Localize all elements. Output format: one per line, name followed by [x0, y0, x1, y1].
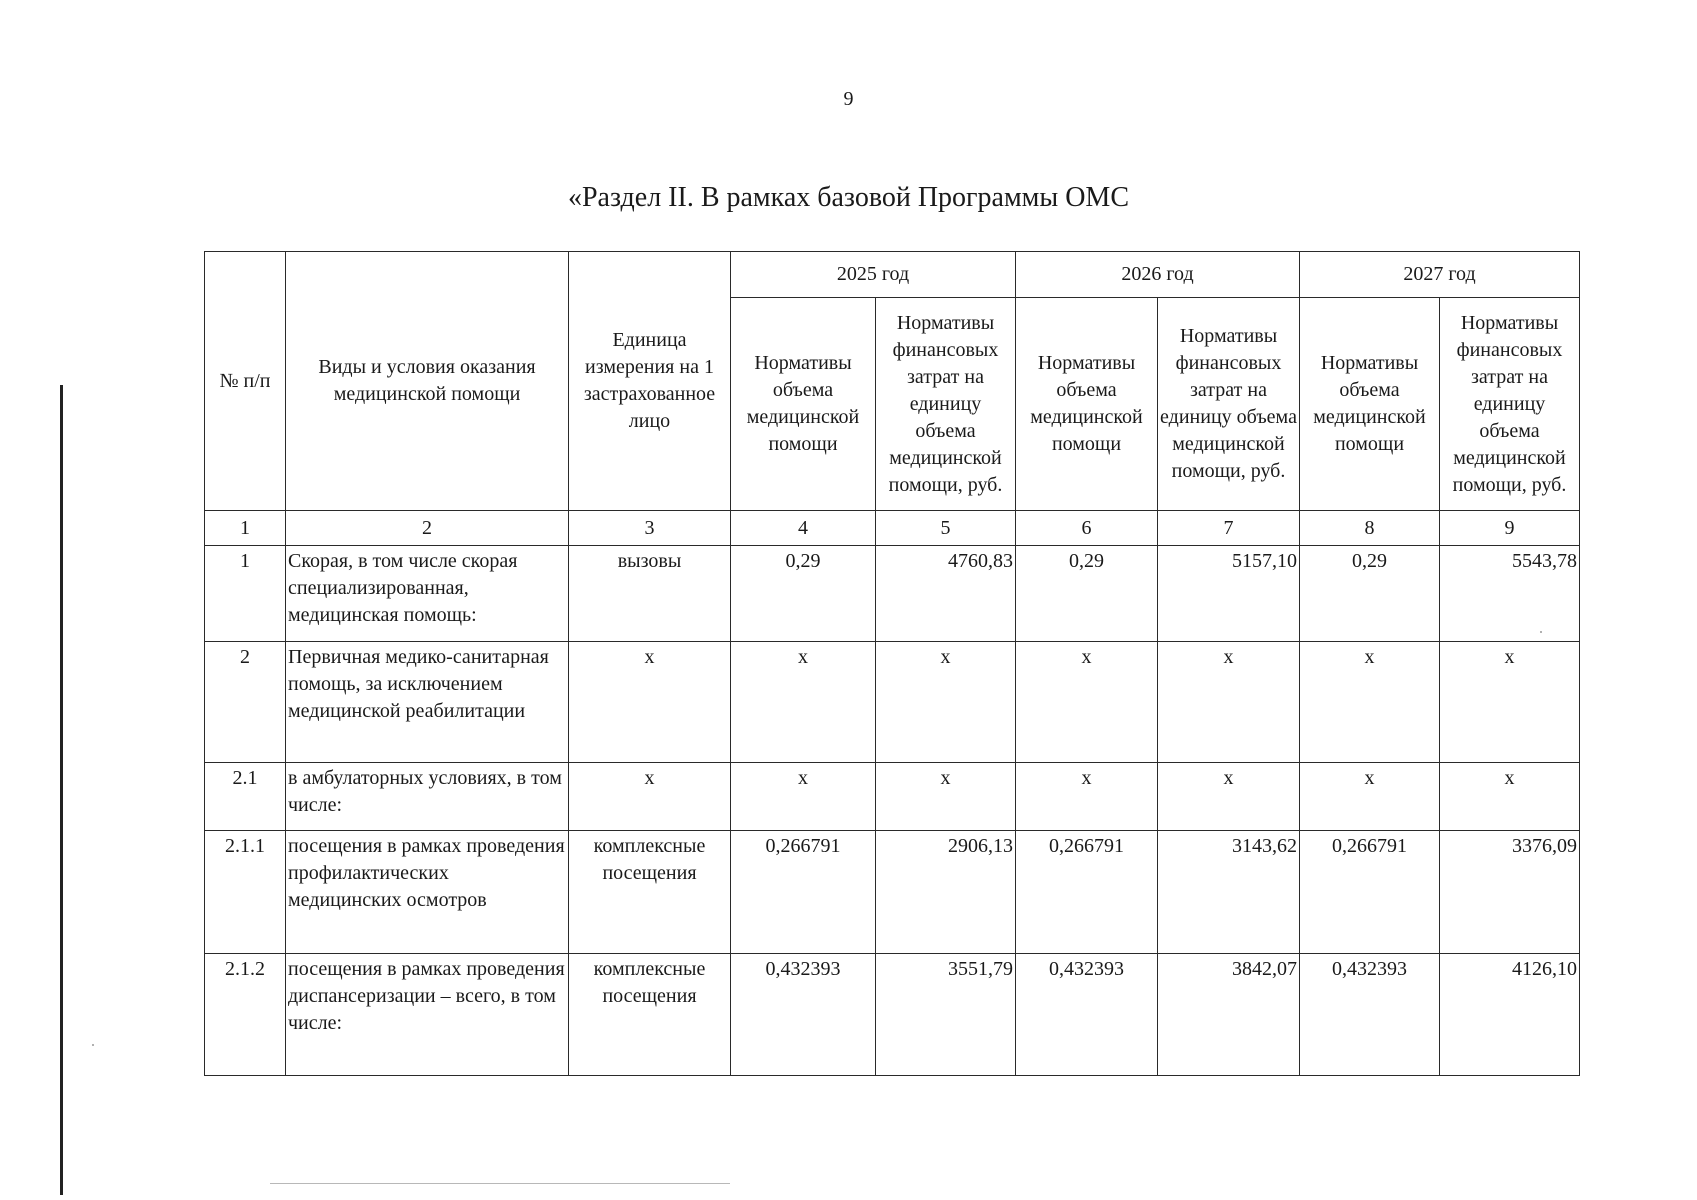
- row-number: 2.1: [205, 763, 286, 831]
- volume-2027: х: [1300, 642, 1440, 763]
- volume-2025: 0,29: [731, 546, 876, 642]
- cost-2027: 3376,09: [1440, 831, 1580, 954]
- column-number: 7: [1158, 511, 1300, 546]
- column-number: 1: [205, 511, 286, 546]
- volume-2026: 0,29: [1016, 546, 1158, 642]
- row-kind: Скорая, в том числе скорая специализированная, медицинская помощь:: [286, 546, 569, 642]
- volume-2025: 0,266791: [731, 831, 876, 954]
- row-unit: вызовы: [569, 546, 731, 642]
- row-number: 2.1.1: [205, 831, 286, 954]
- row-unit: х: [569, 763, 731, 831]
- column-number: 2: [286, 511, 569, 546]
- cost-2025: х: [876, 642, 1016, 763]
- header-kind: Виды и условия оказания медицинской помощи: [286, 252, 569, 511]
- column-number: 9: [1440, 511, 1580, 546]
- row-number: 1: [205, 546, 286, 642]
- cost-2026: 3842,07: [1158, 954, 1300, 1076]
- page-number: 9: [843, 88, 854, 110]
- cost-2027: х: [1440, 642, 1580, 763]
- cost-2027: 4126,10: [1440, 954, 1580, 1076]
- row-unit: х: [569, 642, 731, 763]
- header-volume-norm-2027: Нормативы объема медицинской помощи: [1300, 298, 1440, 511]
- volume-2026: 0,266791: [1016, 831, 1158, 954]
- volume-2027: х: [1300, 763, 1440, 831]
- cost-2026: х: [1158, 642, 1300, 763]
- volume-2027: 0,266791: [1300, 831, 1440, 954]
- table-header: [205, 252, 1580, 511]
- row-unit: комплексные посещения: [569, 954, 731, 1076]
- cost-2026: 3143,62: [1158, 831, 1300, 954]
- row-kind: посещения в рамках проведения диспансеризации – всего, в том числе:: [286, 954, 569, 1076]
- header-volume-norm-2025: Нормативы объема медицинской помощи: [731, 298, 876, 511]
- cost-2025: х: [876, 763, 1016, 831]
- row-kind: в амбулаторных условиях, в том числе:: [286, 763, 569, 831]
- row-kind: Первичная медико-санитарная помощь, за исключением медицинской реабилитации: [286, 642, 569, 763]
- cost-2027: 5543,78: [1440, 546, 1580, 642]
- header-cost-norm-2026: Нормативы финансовых затрат на единицу объема медицинской помощи, руб.: [1158, 298, 1300, 511]
- cost-2026: х: [1158, 763, 1300, 831]
- scan-margin-line: [60, 385, 63, 1195]
- scan-speck: [92, 1044, 94, 1046]
- header-number: № п/п: [205, 252, 286, 511]
- table-row: [205, 763, 1580, 831]
- cost-2026: 5157,10: [1158, 546, 1300, 642]
- row-unit: комплексные посещения: [569, 831, 731, 954]
- column-number: 6: [1016, 511, 1158, 546]
- header-cost-norm-2025: Нормативы финансовых затрат на единицу объема медицинской помощи, руб.: [876, 298, 1016, 511]
- volume-2026: х: [1016, 642, 1158, 763]
- column-number-row: [205, 511, 1580, 546]
- volume-2025: 0,432393: [731, 954, 876, 1076]
- row-kind: посещения в рамках проведения профилактических медицинских осмотров: [286, 831, 569, 954]
- cost-2027: х: [1440, 763, 1580, 831]
- header-volume-norm-2026: Нормативы объема медицинской помощи: [1016, 298, 1158, 511]
- scan-bottom-line: [270, 1183, 730, 1184]
- cost-2025: 2906,13: [876, 831, 1016, 954]
- header-year-2025: 2025 год: [731, 252, 1016, 298]
- volume-2025: х: [731, 642, 876, 763]
- volume-2027: 0,432393: [1300, 954, 1440, 1076]
- column-number: 3: [569, 511, 731, 546]
- table-row: [205, 831, 1580, 954]
- column-number: 4: [731, 511, 876, 546]
- table-row: [205, 642, 1580, 763]
- section-title: «Раздел II. В рамках базовой Программы ОМС: [567, 182, 1130, 213]
- column-number: 8: [1300, 511, 1440, 546]
- header-cost-norm-2027: Нормативы финансовых затрат на единицу объема медицинской помощи, руб.: [1440, 298, 1580, 511]
- header-year-2027: 2027 год: [1300, 252, 1580, 298]
- cost-2025: 3551,79: [876, 954, 1016, 1076]
- cost-2025: 4760,83: [876, 546, 1016, 642]
- header-year-2026: 2026 год: [1016, 252, 1300, 298]
- volume-2025: х: [731, 763, 876, 831]
- norms-table: [204, 251, 1580, 1076]
- table-row: [205, 954, 1580, 1076]
- table-row: [205, 546, 1580, 642]
- volume-2027: 0,29: [1300, 546, 1440, 642]
- column-number: 5: [876, 511, 1016, 546]
- row-number: 2.1.2: [205, 954, 286, 1076]
- row-number: 2: [205, 642, 286, 763]
- volume-2026: 0,432393: [1016, 954, 1158, 1076]
- header-unit: Единица измерения на 1 застрахованное лицо: [569, 252, 731, 511]
- volume-2026: х: [1016, 763, 1158, 831]
